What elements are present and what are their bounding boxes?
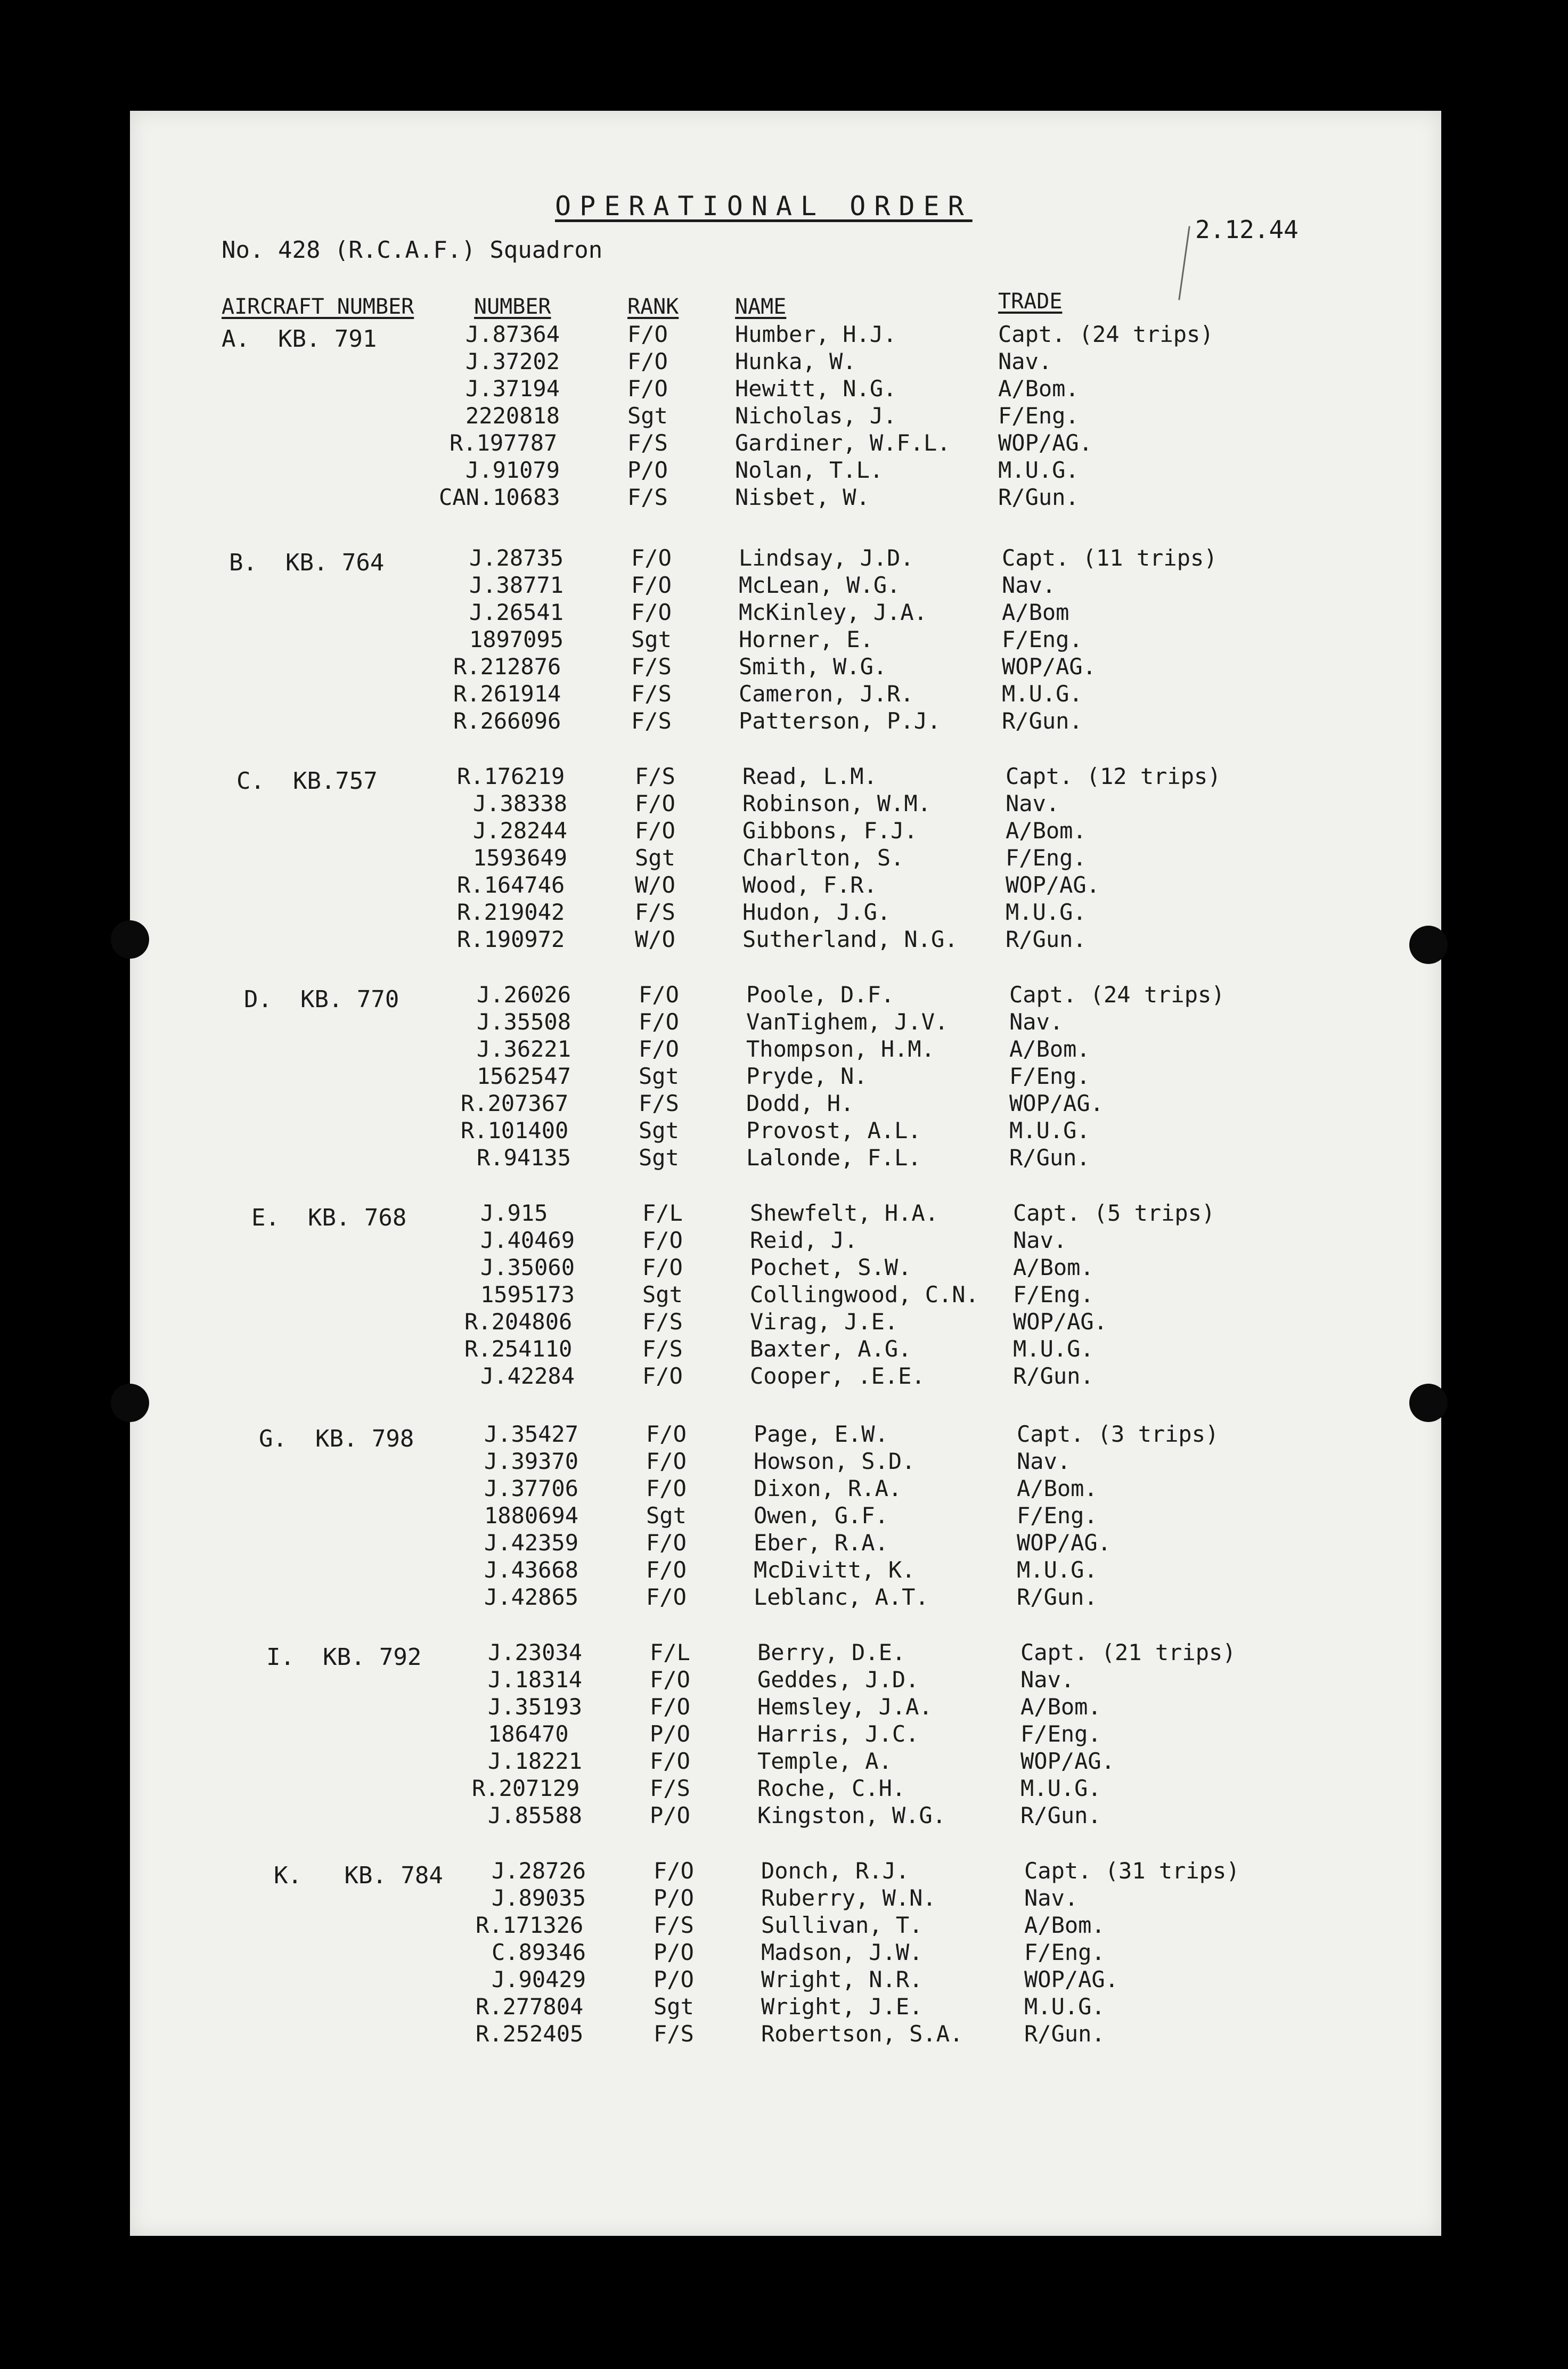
column-header-name: NAME: [735, 295, 787, 319]
crew-number: C.89346: [492, 1939, 586, 1965]
crew-rank: Sgt: [631, 626, 672, 652]
crew-trade: Capt. (12 trips): [1006, 763, 1221, 789]
crew-rank: F/S: [650, 1775, 690, 1801]
crew-trade: WOP/AG.: [1020, 1748, 1115, 1774]
crew-name: McLean, W.G.: [739, 572, 901, 598]
crew-name: Wood, F.R.: [742, 872, 877, 898]
crew-name: Madson, J.W.: [761, 1939, 923, 1965]
crew-rank: F/O: [650, 1748, 690, 1774]
crew-number: J.39370: [484, 1448, 579, 1474]
punch-hole-right-lower: [1409, 1384, 1448, 1422]
crew-number: R.197787: [450, 430, 558, 456]
crew-rank: Sgt: [642, 1281, 683, 1308]
crew-name: Robertson, S.A.: [761, 2021, 963, 2047]
crew-number: J.38338: [473, 790, 568, 816]
crew-trade: A/Bom.: [1017, 1475, 1098, 1501]
column-header-trade: TRADE: [998, 289, 1063, 314]
crew-rank: F/O: [646, 1475, 687, 1501]
crew-rank: P/O: [654, 1966, 694, 1992]
crew-rank: F/S: [654, 2021, 694, 2047]
crew-number: R.212876: [453, 653, 561, 680]
crew-number: J.23034: [488, 1639, 583, 1665]
aircraft-label: E. KB. 768: [251, 1204, 407, 1231]
crew-name: Owen, G.F.: [754, 1502, 888, 1529]
crew-rank: W/O: [635, 926, 675, 952]
crew-name: Thompson, H.M.: [746, 1036, 935, 1062]
crew-name: Berry, D.E.: [757, 1639, 906, 1665]
crew-number: J.35508: [477, 1009, 571, 1035]
crew-trade: R/Gun.: [1009, 1145, 1090, 1171]
crew-number: R.94135: [477, 1145, 571, 1171]
crew-number: J.18221: [488, 1748, 583, 1774]
crew-trade: Nav.: [1006, 790, 1060, 816]
crew-number: R.190972: [457, 926, 565, 952]
crew-trade: A/Bom.: [1024, 1912, 1105, 1938]
crew-trade: WOP/AG.: [1013, 1309, 1108, 1335]
crew-number: R.176219: [457, 763, 565, 789]
aircraft-label: A. KB. 791: [222, 325, 377, 353]
crew-number: R.207129: [472, 1775, 580, 1801]
crew-name: Hunka, W.: [735, 348, 856, 374]
crew-name: Hemsley, J.A.: [757, 1694, 933, 1720]
crew-name: Lindsay, J.D.: [739, 545, 914, 571]
crew-name: Nicholas, J.: [735, 403, 897, 429]
crew-trade: F/Eng.: [1024, 1939, 1105, 1965]
crew-number: J.37202: [466, 348, 560, 374]
crew-name: Hudon, J.G.: [742, 899, 891, 925]
crew-trade: Capt. (24 trips): [1009, 982, 1225, 1008]
crew-trade: M.U.G.: [1009, 1117, 1090, 1143]
crew-rank: F/S: [635, 899, 675, 925]
aircraft-label: G. KB. 798: [259, 1425, 414, 1452]
crew-rank: P/O: [627, 457, 668, 483]
crew-number: J.28244: [473, 818, 568, 844]
crew-trade: Capt. (3 trips): [1017, 1421, 1219, 1447]
aircraft-label: I. KB. 792: [266, 1644, 422, 1671]
crew-name: McDivitt, K.: [754, 1557, 916, 1583]
column-header-number: NUMBER: [474, 295, 551, 319]
crew-rank: W/O: [635, 872, 675, 898]
crew-number: J.28726: [492, 1858, 586, 1884]
crew-rank: P/O: [650, 1721, 690, 1747]
aircraft-label: D. KB. 770: [244, 986, 399, 1013]
crew-trade: F/Eng.: [1020, 1721, 1101, 1747]
crew-number: R.207367: [461, 1090, 569, 1116]
crew-number: J.915: [480, 1200, 548, 1226]
crew-trade: M.U.G.: [1013, 1336, 1094, 1362]
crew-rank: F/S: [642, 1309, 683, 1335]
crew-number: R.204806: [464, 1309, 573, 1335]
crew-number: J.87364: [466, 321, 560, 347]
aircraft-label: C. KB.757: [236, 767, 378, 795]
crew-trade: R/Gun.: [1006, 926, 1087, 952]
crew-trade: M.U.G.: [1024, 1994, 1105, 2020]
crew-number: 1595173: [480, 1281, 575, 1308]
crew-rank: F/O: [646, 1530, 687, 1556]
crew-number: J.35193: [488, 1694, 583, 1720]
crew-number: J.90429: [492, 1966, 586, 1992]
crew-rank: F/O: [631, 545, 672, 571]
crew-number: J.38771: [469, 572, 564, 598]
crew-trade: WOP/AG.: [1002, 653, 1097, 680]
crew-rank: F/O: [627, 348, 668, 374]
crew-trade: M.U.G.: [998, 457, 1079, 483]
crew-trade: Nav.: [1009, 1009, 1064, 1035]
crew-trade: R/Gun.: [1002, 708, 1083, 734]
crew-number: J.89035: [492, 1885, 586, 1911]
crew-rank: F/S: [627, 484, 668, 510]
crew-name: Leblanc, A.T.: [754, 1584, 929, 1610]
crew-trade: WOP/AG.: [1024, 1966, 1119, 1992]
document-date: 2.12.44: [1195, 215, 1298, 244]
crew-rank: Sgt: [635, 845, 675, 871]
crew-number: J.35060: [480, 1254, 575, 1280]
crew-name: Patterson, P.J.: [739, 708, 941, 734]
crew-trade: Capt. (5 trips): [1013, 1200, 1215, 1226]
crew-rank: F/S: [631, 708, 672, 734]
crew-name: Sullivan, T.: [761, 1912, 923, 1938]
crew-trade: R/Gun.: [1013, 1363, 1094, 1389]
crew-trade: Nav.: [1002, 572, 1056, 598]
crew-name: Gardiner, W.F.L.: [735, 430, 951, 456]
crew-name: Poole, D.F.: [746, 982, 895, 1008]
crew-trade: R/Gun.: [1020, 1802, 1101, 1828]
crew-trade: Capt. (21 trips): [1020, 1639, 1236, 1665]
crew-name: Ruberry, W.N.: [761, 1885, 936, 1911]
crew-number: 1880694: [484, 1502, 579, 1529]
crew-number: R.266096: [453, 708, 561, 734]
crew-name: Dixon, R.A.: [754, 1475, 902, 1501]
crew-rank: F/O: [646, 1584, 687, 1610]
crew-trade: WOP/AG.: [1009, 1090, 1104, 1116]
crew-rank: F/O: [631, 572, 672, 598]
crew-name: Collingwood, C.N.: [750, 1281, 979, 1308]
crew-name: Pochet, S.W.: [750, 1254, 912, 1280]
crew-rank: F/O: [650, 1694, 690, 1720]
crew-number: J.26026: [477, 982, 571, 1008]
crew-trade: R/Gun.: [1017, 1584, 1098, 1610]
crew-rank: F/O: [646, 1448, 687, 1474]
crew-rank: F/L: [642, 1200, 683, 1226]
crew-name: Howson, S.D.: [754, 1448, 916, 1474]
crew-name: VanTighem, J.V.: [746, 1009, 949, 1035]
crew-name: Read, L.M.: [742, 763, 877, 789]
crew-rank: F/O: [646, 1421, 687, 1447]
crew-rank: F/O: [639, 1009, 679, 1035]
crew-number: J.42865: [484, 1584, 579, 1610]
crew-trade: F/Eng.: [1006, 845, 1087, 871]
crew-rank: F/O: [635, 790, 675, 816]
crew-name: Geddes, J.D.: [757, 1667, 919, 1693]
crew-trade: Capt. (11 trips): [1002, 545, 1218, 571]
crew-number: 1593649: [473, 845, 568, 871]
crew-name: Temple, A.: [757, 1748, 892, 1774]
crew-trade: WOP/AG.: [1017, 1530, 1112, 1556]
crew-rank: F/O: [642, 1254, 683, 1280]
crew-name: Virag, J.E.: [750, 1309, 899, 1335]
crew-rank: F/O: [654, 1858, 694, 1884]
crew-name: Gibbons, F.J.: [742, 818, 918, 844]
crew-trade: Nav.: [1020, 1667, 1075, 1693]
crew-rank: F/O: [639, 1036, 679, 1062]
aircraft-label: K. KB. 784: [274, 1862, 443, 1889]
crew-rank: F/L: [650, 1639, 690, 1665]
crew-trade: A/Bom.: [1006, 818, 1087, 844]
crew-name: Cameron, J.R.: [739, 681, 914, 707]
crew-trade: A/Bom.: [1009, 1036, 1090, 1062]
crew-name: Lalonde, F.L.: [746, 1145, 921, 1171]
crew-name: Pryde, N.: [746, 1063, 868, 1089]
crew-name: McKinley, J.A.: [739, 599, 928, 625]
crew-name: Nolan, T.L.: [735, 457, 884, 483]
crew-name: Dodd, H.: [746, 1090, 854, 1116]
crew-trade: Capt. (31 trips): [1024, 1858, 1240, 1884]
crew-number: J.91079: [466, 457, 560, 483]
crew-trade: A/Bom: [1002, 599, 1069, 625]
crew-trade: WOP/AG.: [1006, 872, 1100, 898]
crew-number: J.37706: [484, 1475, 579, 1501]
crew-name: Roche, C.H.: [757, 1775, 906, 1801]
squadron-heading: No. 428 (R.C.A.F.) Squadron: [222, 236, 603, 264]
crew-trade: F/Eng.: [1009, 1063, 1090, 1089]
crew-trade: Nav.: [1013, 1227, 1067, 1253]
crew-name: Kingston, W.G.: [757, 1802, 946, 1828]
crew-name: Wright, J.E.: [761, 1994, 923, 2020]
crew-rank: F/S: [654, 1912, 694, 1938]
crew-rank: Sgt: [639, 1145, 679, 1171]
crew-number: J.43668: [484, 1557, 579, 1583]
crew-number: 1562547: [477, 1063, 571, 1089]
crew-rank: F/S: [627, 430, 668, 456]
crew-number: 1897095: [469, 626, 564, 652]
punch-hole-right-upper: [1409, 926, 1448, 964]
crew-name: Donch, R.J.: [761, 1858, 910, 1884]
crew-name: Baxter, A.G.: [750, 1336, 912, 1362]
crew-number: R.219042: [457, 899, 565, 925]
crew-number: J.42359: [484, 1530, 579, 1556]
crew-trade: Nav.: [1024, 1885, 1079, 1911]
crew-number: J.40469: [480, 1227, 575, 1253]
crew-trade: A/Bom.: [998, 375, 1079, 402]
crew-trade: Capt. (24 trips): [998, 321, 1214, 347]
crew-number: R.164746: [457, 872, 565, 898]
crew-name: Robinson, W.M.: [742, 790, 932, 816]
crew-name: Harris, J.C.: [757, 1721, 919, 1747]
crew-rank: P/O: [654, 1939, 694, 1965]
crew-name: Eber, R.A.: [754, 1530, 888, 1556]
crew-number: J.42284: [480, 1363, 575, 1389]
crew-rank: Sgt: [639, 1063, 679, 1089]
crew-rank: P/O: [654, 1885, 694, 1911]
crew-name: Charlton, S.: [742, 845, 904, 871]
crew-number: CAN.10683: [439, 484, 560, 510]
crew-number: J.37194: [466, 375, 560, 402]
crew-name: Smith, W.G.: [739, 653, 887, 680]
crew-trade: R/Gun.: [998, 484, 1079, 510]
crew-rank: F/S: [635, 763, 675, 789]
crew-rank: F/O: [642, 1363, 683, 1389]
crew-name: Nisbet, W.: [735, 484, 870, 510]
crew-number: R.277804: [476, 1994, 584, 2020]
crew-number: J.28735: [469, 545, 564, 571]
punch-hole-left-lower: [111, 1384, 149, 1422]
crew-number: 186470: [488, 1721, 569, 1747]
crew-trade: Nav.: [1017, 1448, 1071, 1474]
crew-rank: F/O: [646, 1557, 687, 1583]
crew-number: 2220818: [466, 403, 560, 429]
column-header-aircraft: AIRCRAFT NUMBER: [222, 295, 414, 319]
crew-rank: P/O: [650, 1802, 690, 1828]
crew-trade: Nav.: [998, 348, 1052, 374]
crew-rank: F/S: [631, 653, 672, 680]
crew-number: R.171326: [476, 1912, 584, 1938]
crew-rank: F/S: [639, 1090, 679, 1116]
crew-rank: F/O: [627, 375, 668, 402]
crew-number: R.101400: [461, 1117, 569, 1143]
crew-name: Wright, N.R.: [761, 1966, 923, 1992]
crew-number: J.18314: [488, 1667, 583, 1693]
crew-number: J.36221: [477, 1036, 571, 1062]
document-title: OPERATIONAL ORDER: [555, 191, 973, 222]
crew-trade: M.U.G.: [1020, 1775, 1101, 1801]
crew-rank: Sgt: [654, 1994, 694, 2020]
crew-number: R.254110: [464, 1336, 573, 1362]
crew-name: Provost, A.L.: [746, 1117, 921, 1143]
crew-trade: F/Eng.: [1002, 626, 1083, 652]
aircraft-label: B. KB. 764: [229, 549, 385, 576]
crew-trade: M.U.G.: [1002, 681, 1083, 707]
crew-number: J.26541: [469, 599, 564, 625]
crew-rank: F/O: [642, 1227, 683, 1253]
crew-name: Humber, H.J.: [735, 321, 897, 347]
crew-name: Reid, J.: [750, 1227, 858, 1253]
crew-rank: Sgt: [639, 1117, 679, 1143]
crew-name: Sutherland, N.G.: [742, 926, 958, 952]
crew-trade: A/Bom.: [1020, 1694, 1101, 1720]
crew-rank: F/O: [639, 982, 679, 1008]
crew-rank: F/O: [631, 599, 672, 625]
crew-rank: Sgt: [627, 403, 668, 429]
crew-rank: F/O: [635, 818, 675, 844]
crew-name: Page, E.W.: [754, 1421, 888, 1447]
crew-rank: F/O: [650, 1667, 690, 1693]
crew-rank: Sgt: [646, 1502, 687, 1529]
crew-name: Shewfelt, H.A.: [750, 1200, 939, 1226]
crew-number: J.35427: [484, 1421, 579, 1447]
crew-rank: F/S: [642, 1336, 683, 1362]
crew-number: J.85588: [488, 1802, 583, 1828]
crew-name: Cooper, .E.E.: [750, 1363, 925, 1389]
crew-trade: WOP/AG.: [998, 430, 1093, 456]
punch-hole-left-upper: [111, 920, 149, 959]
crew-rank: F/S: [631, 681, 672, 707]
crew-trade: R/Gun.: [1024, 2021, 1105, 2047]
crew-number: R.252405: [476, 2021, 584, 2047]
crew-rank: F/O: [627, 321, 668, 347]
crew-name: Horner, E.: [739, 626, 873, 652]
crew-trade: F/Eng.: [998, 403, 1079, 429]
crew-trade: M.U.G.: [1017, 1557, 1098, 1583]
crew-trade: M.U.G.: [1006, 899, 1087, 925]
crew-trade: F/Eng.: [1017, 1502, 1098, 1529]
crew-trade: A/Bom.: [1013, 1254, 1094, 1280]
document-page: [130, 111, 1441, 2236]
date-pencil-mark: [1178, 226, 1190, 300]
column-header-rank: RANK: [627, 295, 679, 319]
crew-trade: F/Eng.: [1013, 1281, 1094, 1308]
crew-number: R.261914: [453, 681, 561, 707]
crew-name: Hewitt, N.G.: [735, 375, 897, 402]
